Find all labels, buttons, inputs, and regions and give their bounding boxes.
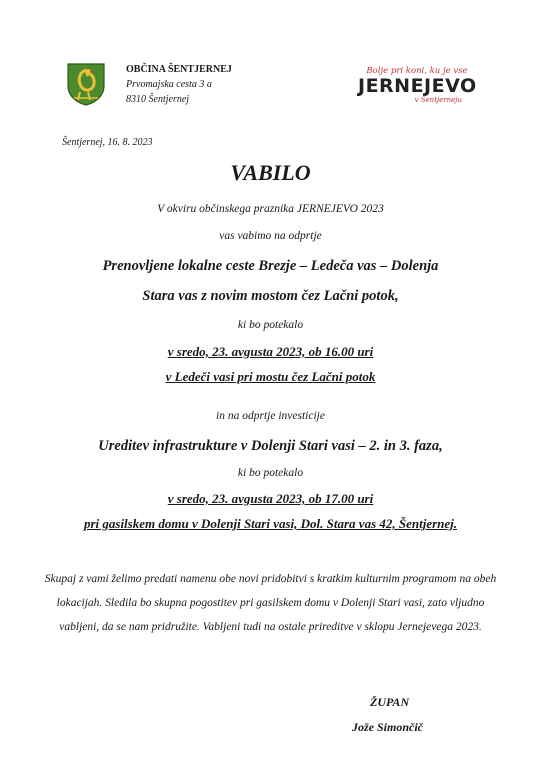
and-line: in na odprtje investicije bbox=[216, 410, 325, 422]
event1-when: v sredo, 23. avgusta 2023, ob 16.00 uri bbox=[167, 344, 374, 359]
date-line: Šentjernej, 16. 8. 2023 bbox=[62, 137, 153, 148]
event1-where: v Ledeči vasi pri mostu čez Lačni potok bbox=[165, 369, 376, 384]
brand-sub-text: v Šentjerneju bbox=[414, 96, 462, 104]
intro-line-2: vas vabimo na odprtje bbox=[219, 230, 322, 242]
intro-line-1: V okviru občinskega praznika JERNEJEVO 2023 bbox=[157, 203, 384, 215]
event1-title-line-2: Stara vas z novim mostom čez Lačni potok, bbox=[142, 288, 399, 304]
invitation-paragraph: Skupaj z vami želimo predati namenu obe novi pridobitvi s kratkim kulturnim programom na obeh lokacijah. Sledila bo skupna pogostitev pri gasilskem domu v Dolenji Stari vasi, zato vljudno vabljeni, da se nam pridružite. Vabljeni tudi na ostale prireditve v sklopu Jernejevega 2023. bbox=[44, 573, 497, 633]
document-title: VABILO bbox=[230, 160, 311, 185]
event2-note: ki bo potekalo bbox=[237, 467, 304, 479]
municipality-name: OBČINA ŠENTJERNEJ bbox=[126, 64, 232, 75]
address-line-2: 8310 Šentjernej bbox=[126, 94, 190, 105]
event1-note: ki bo potekalo bbox=[237, 319, 304, 331]
event2-title: Ureditev infrastrukture v Dolenji Stari vasi – 2. in 3. faza, bbox=[98, 438, 443, 454]
signature-name: Jože Simončič bbox=[352, 720, 423, 734]
jernejevo-logo bbox=[358, 66, 476, 104]
signature-role: ŽUPAN bbox=[370, 695, 410, 709]
brand-main-text: JERNEJEVO bbox=[358, 75, 477, 97]
address-line-1: Prvomajska cesta 3 a bbox=[126, 79, 212, 90]
event2-where: pri gasilskem domu v Dolenji Stari vasi, Dol. Stara vas 42, Šentjernej. bbox=[83, 516, 458, 531]
municipality-address-block bbox=[126, 62, 232, 107]
municipality-crest-logo bbox=[66, 62, 106, 106]
brand-script-line: Bolje pri koni, ku je vse bbox=[366, 66, 468, 76]
event1-title-line-1: Prenovljene lokalne ceste Brezje – Ledeča vas – Dolenja bbox=[102, 258, 439, 274]
event2-when: v sredo, 23. avgusta 2023, ob 17.00 uri bbox=[167, 491, 374, 506]
